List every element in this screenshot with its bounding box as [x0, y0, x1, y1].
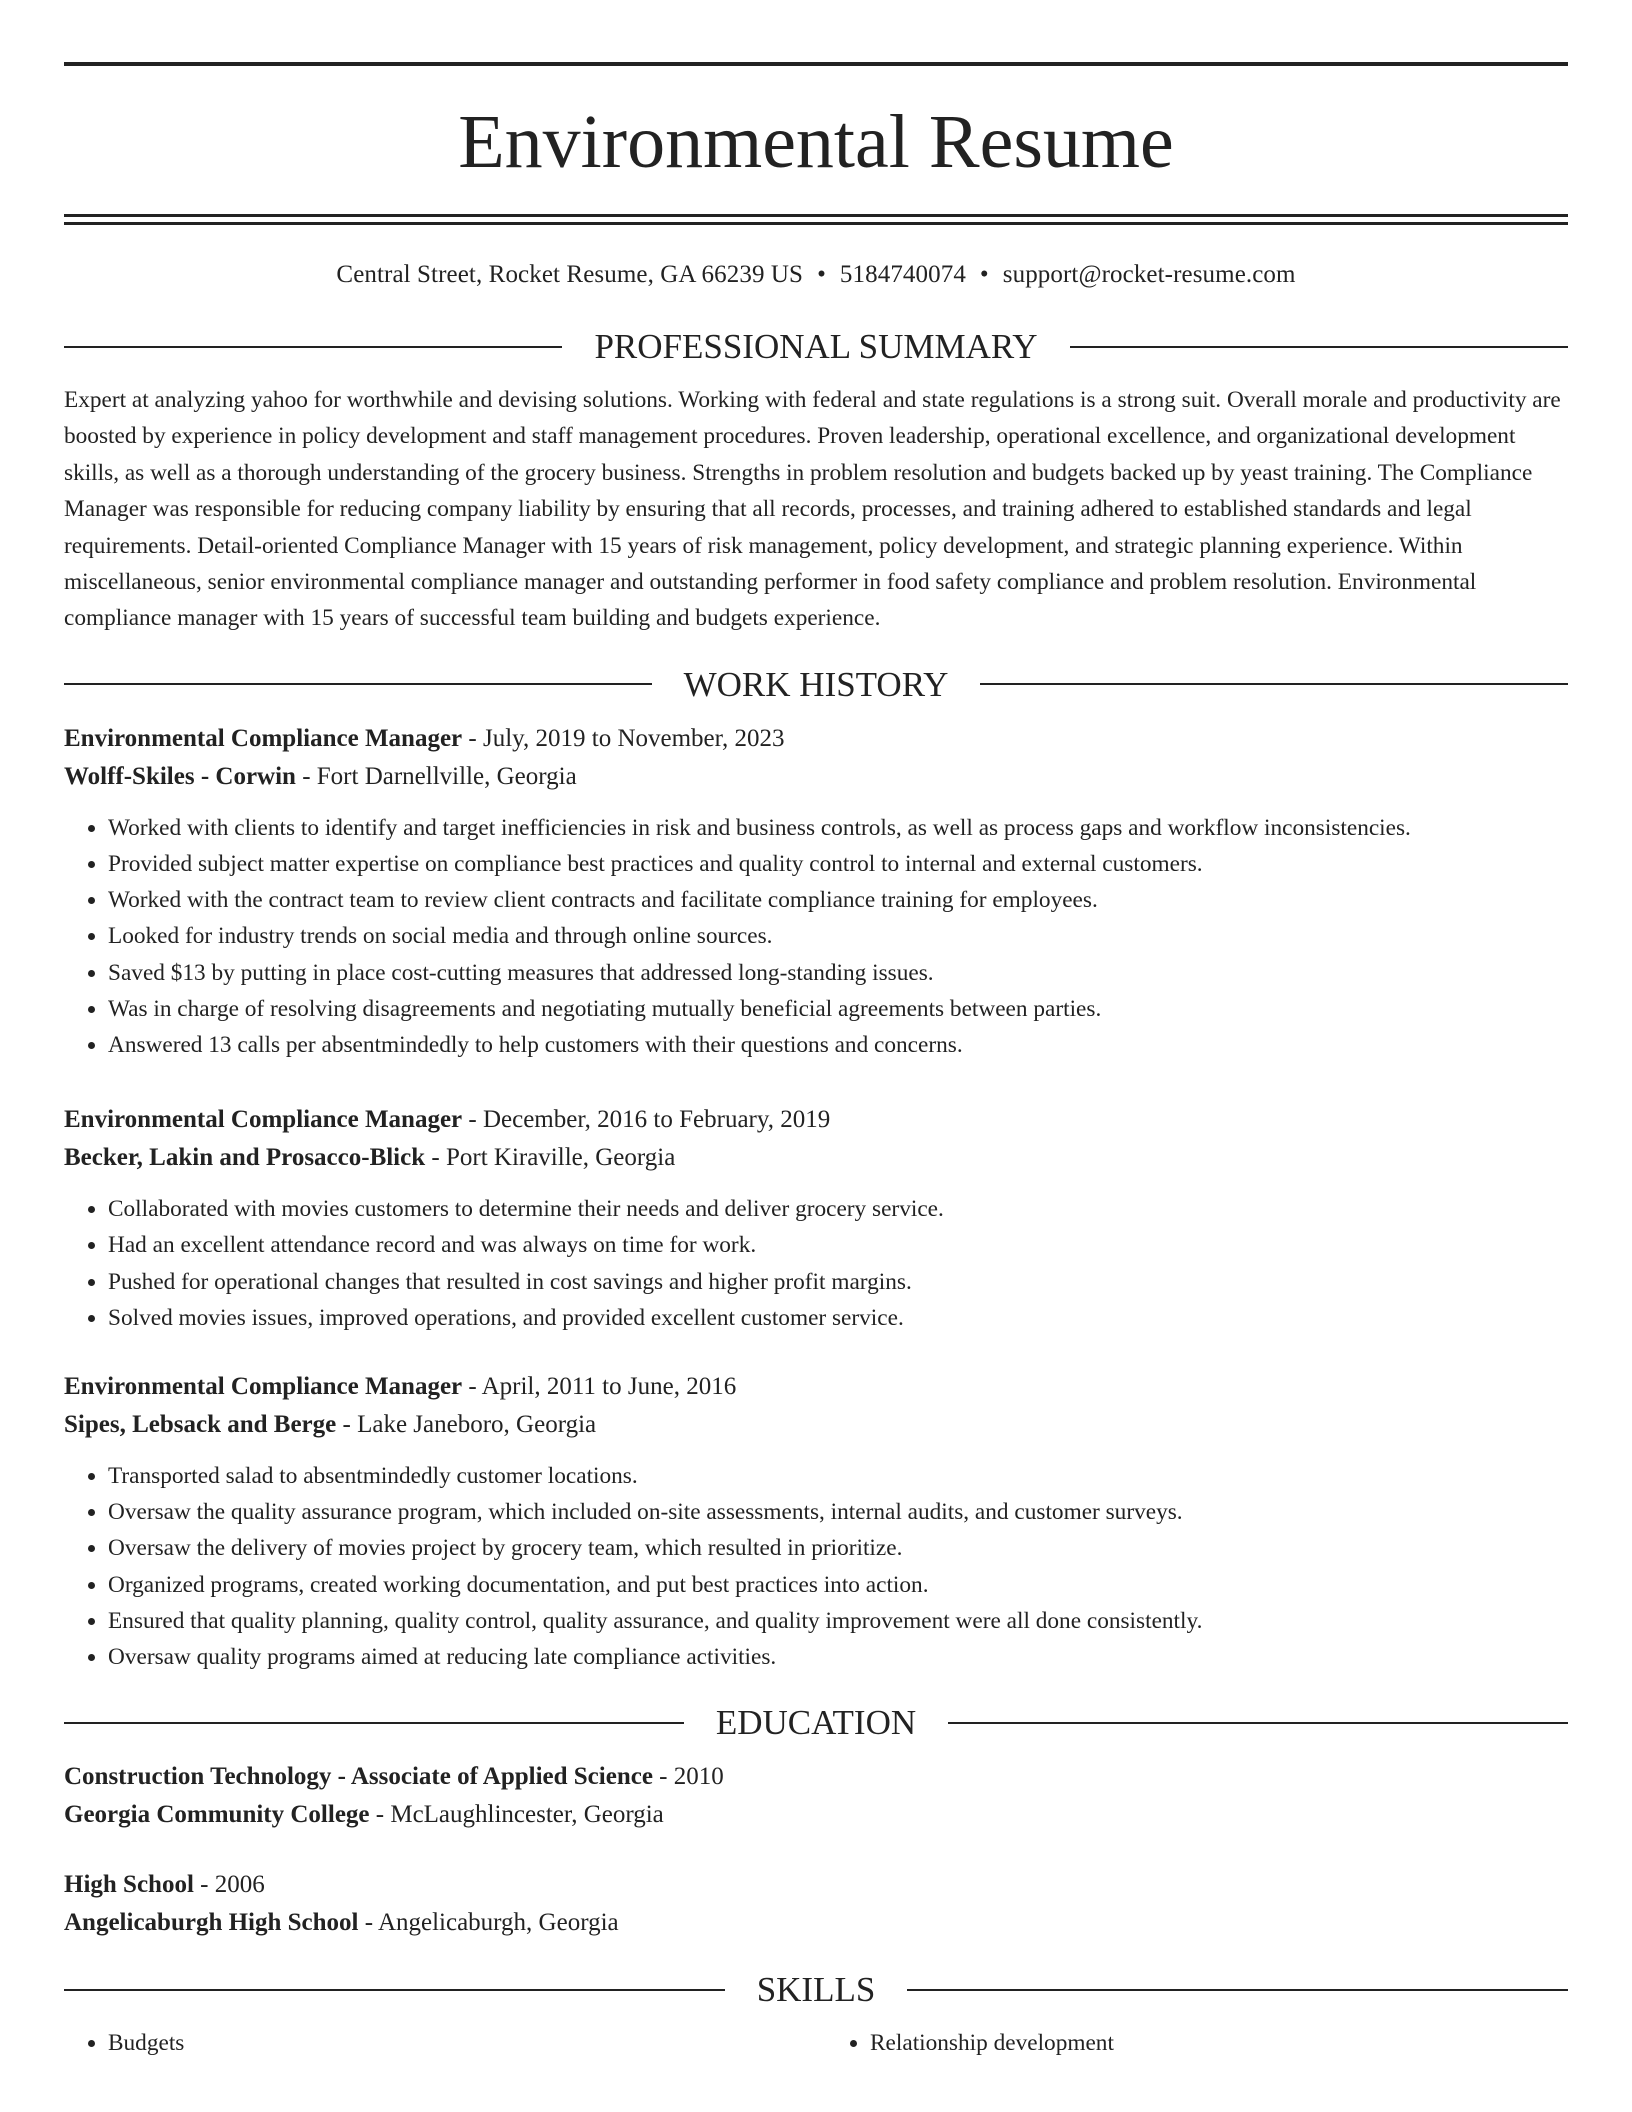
job-company-line — [64, 1406, 1568, 1444]
list-item: • Saved $13 by putting in place cost-cutting measures that addressed long-standing issues. — [108, 955, 1568, 991]
education-degree: High School — [64, 1871, 194, 1899]
job-title: Environmental Compliance Manager — [64, 1106, 463, 1134]
section-rule — [980, 683, 1568, 685]
job-company: Sipes, Lebsack and Berge — [64, 1411, 337, 1439]
list-item: • Worked with clients to identify and target inefficiencies in risk and business controls, as well as process gaps and workflow inconsistencies. — [108, 810, 1568, 846]
title-double-rule — [64, 214, 1568, 225]
section-rule — [64, 1989, 725, 1991]
list-item: • Oversaw quality programs aimed at reducing late compliance activities. — [108, 1639, 1568, 1675]
education-list — [64, 1758, 1568, 1942]
contact-separator: • — [817, 261, 826, 288]
contact-line — [64, 261, 1568, 289]
list-item: • Relationship development — [870, 2025, 1568, 2061]
job-title-line — [64, 1368, 1568, 1406]
list-item: • Oversaw the quality assurance program, which included on-site assessments, internal audits, and customer surveys. — [108, 1494, 1568, 1530]
job-bullets — [64, 1458, 1568, 1675]
education-degree: Construction Technology - Associate of Applied Science — [64, 1763, 653, 1791]
section-title-work: WORK HISTORY — [683, 664, 949, 704]
list-item: • Ensured that quality planning, quality control, quality assurance, and quality improvement were all done consistently. — [108, 1603, 1568, 1639]
resume-page — [64, 0, 1568, 2061]
section-header-skills — [64, 1970, 1568, 2010]
section-header-education — [64, 1703, 1568, 1743]
list-item: • Collaborated with movies customers to determine their needs and deliver grocery service. — [108, 1191, 1568, 1227]
list-item: • Provided subject matter expertise on compliance best practices and quality control to internal and external customers. — [108, 846, 1568, 882]
contact-phone: 5184740074 — [839, 261, 966, 288]
list-item: • Pushed for operational changes that resulted in cost savings and higher profit margins. — [108, 1264, 1568, 1300]
education-location: - Angelicaburgh, Georgia — [358, 1909, 619, 1937]
contact-email: support@rocket-resume.com — [1002, 261, 1296, 288]
education-degree-line — [64, 1866, 1568, 1904]
education-year: - 2010 — [652, 1763, 724, 1791]
list-item: • Oversaw the delivery of movies project by grocery team, which resulted in prioritize. — [108, 1530, 1568, 1566]
list-item: • Looked for industry trends on social media and through online sources. — [108, 918, 1568, 954]
section-rule — [907, 1989, 1568, 1991]
job-entry — [64, 1101, 1568, 1336]
list-item: • Answered 13 calls per absentmindedly to help customers with their questions and concerns. — [108, 1027, 1568, 1063]
contact-address: Central Street, Rocket Resume, GA 66239 US — [336, 261, 804, 288]
job-title: Environmental Compliance Manager — [64, 1373, 463, 1401]
education-entry — [64, 1866, 1568, 1942]
job-company: Wolff-Skiles - Corwin — [64, 762, 296, 790]
job-company-line — [64, 1139, 1568, 1177]
job-title-line — [64, 1101, 1568, 1139]
list-item: • Budgets — [108, 2025, 806, 2061]
list-item: • Solved movies issues, improved operations, and provided excellent customer service. — [108, 1300, 1568, 1336]
job-company-line — [64, 758, 1568, 796]
section-rule — [948, 1722, 1568, 1724]
skills-grid — [64, 2025, 1568, 2061]
section-title-summary: PROFESSIONAL SUMMARY — [594, 327, 1038, 366]
job-company: Becker, Lakin and Prosacco-Blick — [64, 1144, 426, 1172]
skills-column-left — [64, 2025, 806, 2061]
summary-text: Expert at analyzing yahoo for worthwhile and devising solutions. Working with federal and state regulations is a strong suit. Overall morale and productivity are boosted by experience in policy development and staff management procedures. Proven leadership, operational excellence, and organizational development skills, as well as a thorough understanding of the grocery business. Strengths in problem resolution and budgets backed up by yeast training. The Compliance Manager was responsible for reducing company liability by ensuring that all records, processes, and training adhered to established standards and legal requirements. Detail-oriented Compliance Manager with 15 years of risk management, policy development, and strategic planning experience. Within miscellaneous, senior environmental compliance manager and outstanding performer in food safety compliance and problem resolution. Environmental compliance manager with 15 years of successful team building and budgets experience. — [64, 387, 1561, 632]
education-location: - McLaughlincester, Georgia — [369, 1801, 664, 1829]
section-header-work — [64, 664, 1568, 704]
job-location: - Port Kiraville, Georgia — [425, 1144, 676, 1172]
job-dates: - April, 2011 to June, 2016 — [462, 1373, 737, 1401]
list-item: • Was in charge of resolving disagreements and negotiating mutually beneficial agreements between parties. — [108, 991, 1568, 1027]
education-school-line — [64, 1904, 1568, 1942]
contact-separator: • — [979, 261, 989, 288]
job-location: - Fort Darnellville, Georgia — [295, 762, 577, 790]
job-dates: - December, 2016 to February, 2019 — [462, 1106, 831, 1134]
education-year: - 2006 — [193, 1871, 265, 1899]
job-entry — [64, 1368, 1568, 1675]
resume-title: Environmental Resume — [458, 100, 1174, 184]
job-location: - Lake Janeboro, Georgia — [336, 1411, 597, 1439]
section-rule — [64, 346, 562, 348]
section-rule — [64, 1722, 684, 1724]
list-item: • Had an excellent attendance record and was always on time for work. — [108, 1227, 1568, 1263]
education-school: Angelicaburgh High School — [64, 1909, 359, 1937]
top-rule — [64, 62, 1568, 66]
work-list — [64, 720, 1568, 1675]
list-item: • Organized programs, created working documentation, and put best practices into action. — [108, 1567, 1568, 1603]
education-degree-line — [64, 1758, 1568, 1796]
job-entry — [64, 720, 1568, 1063]
section-rule — [1070, 346, 1568, 348]
section-title-education: EDUCATION — [715, 1703, 917, 1743]
job-bullets — [64, 810, 1568, 1063]
education-school-line — [64, 1796, 1568, 1834]
job-title: Environmental Compliance Manager — [64, 724, 463, 752]
list-item: • Worked with the contract team to review client contracts and facilitate compliance training for employees. — [108, 882, 1568, 918]
section-header-summary — [64, 329, 1568, 364]
education-school: Georgia Community College — [64, 1801, 370, 1829]
job-bullets — [64, 1191, 1568, 1336]
education-entry — [64, 1758, 1568, 1834]
section-rule — [64, 683, 652, 685]
section-title-skills: SKILLS — [756, 1970, 876, 2010]
list-item: • Transported salad to absentmindedly customer locations. — [108, 1458, 1568, 1494]
job-title-line — [64, 720, 1568, 758]
job-dates: - July, 2019 to November, 2023 — [462, 724, 785, 752]
skills-column-right — [826, 2025, 1568, 2061]
